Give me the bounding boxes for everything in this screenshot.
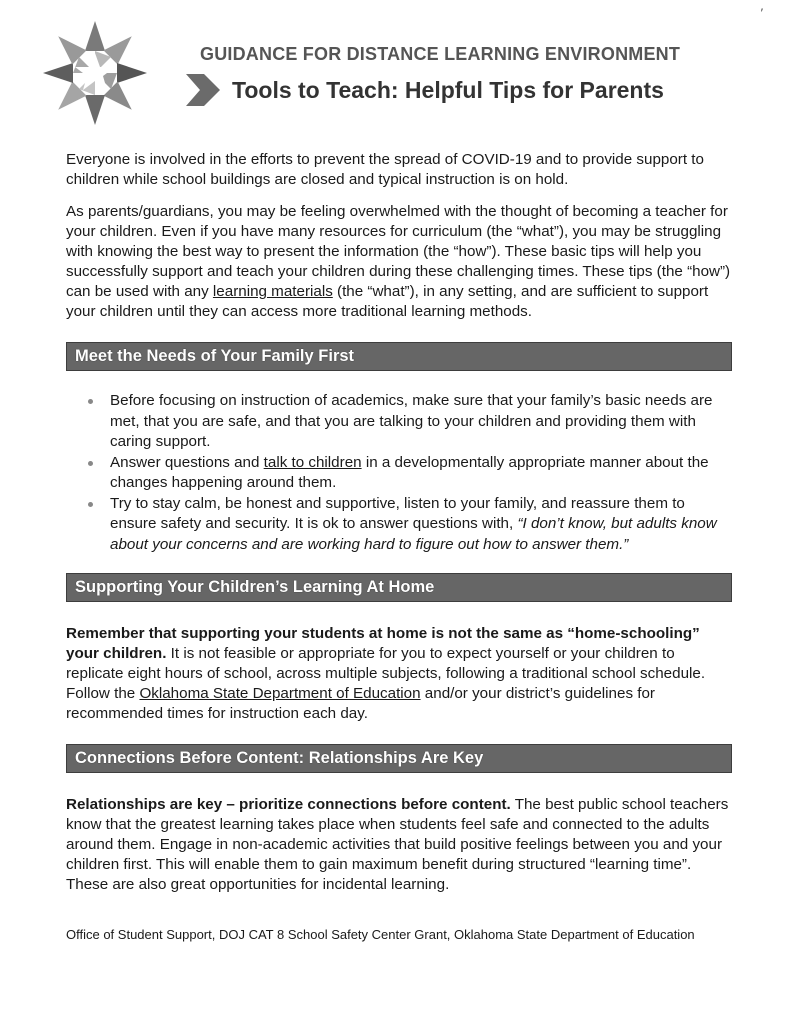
bullet-icon <box>88 399 93 404</box>
document-supertitle: GUIDANCE FOR DISTANCE LEARNING ENVIRONMENT <box>200 44 681 64</box>
list-item-text: Before focusing on instruction of academics, make sure that your family’s basic needs are met, that you are safe, and that you are talking to your children and providing them with caring support. <box>110 392 713 450</box>
learning-materials-link[interactable]: learning materials <box>212 283 333 300</box>
connections-text: The best public school teachers know that the greatest learning takes place when students feel safe and connected to the adults around them. Engage in non-academic activities that build positive feelings between you and your children first. This will enable them to gain maximum benefit during structured “learning time”. These are also great opportunities for incidental learning. <box>66 796 729 893</box>
star-logo-icon <box>40 18 150 128</box>
intro-paragraph-2 <box>66 202 732 322</box>
family-needs-list <box>66 391 732 555</box>
connections-lead: Relationships are key – prioritize connections before content. <box>66 796 511 813</box>
section-heading-learning-at-home: Supporting Your Children’s Learning At Home <box>66 573 732 602</box>
chevron-right-icon <box>186 74 220 106</box>
list-item <box>66 453 732 494</box>
intro-text-before-link: As parents/guardians, you may be feeling overwhelmed with the thought of becoming a teacher for your children. Even if you have many resources for curriculum (the “what”), you may be struggling with knowing the best way to present the information (the “how”). These basic tips will help you successfully support and teach your children during these challenging times. These tips (the “how”) can be used with any <box>66 203 731 300</box>
learning-at-home-lead: Remember that supporting your students at home is not the same as “home-schooling” your children. <box>66 625 700 662</box>
intro-text-after-link: (the “what”), in any setting, and are sufficient to support your children until they can access more traditional learning methods. <box>66 283 709 320</box>
bullet-icon <box>88 461 93 466</box>
list-item-text: Answer questions and <box>110 453 264 471</box>
document-body <box>66 150 732 915</box>
list-item-text: Try to stay calm, be honest and supportive, listen to your family, and reassure them to ensure safety and security. It is ok to answer questions with, <box>110 494 685 532</box>
learning-at-home-text-end: and/or your district’s guidelines for recommended times for instruction each day. <box>66 685 655 722</box>
talk-to-children-link[interactable]: talk to children <box>263 453 362 471</box>
intro-paragraph-1: Everyone is involved in the efforts to prevent the spread of COVID-19 and to provide support to children while school buildings are closed and typical instruction is on hold. <box>66 151 704 188</box>
learning-at-home-text: It is not feasible or appropriate for you to expect yourself or your children to replicate eight hours of school, across multiple subjects, following a traditional school schedule. Follow the <box>66 645 706 702</box>
scan-mark: ′ <box>760 6 763 20</box>
document-header <box>200 44 760 103</box>
title-row <box>186 74 664 106</box>
section-heading-connections: Connections Before Content: Relationships Are Key <box>66 744 732 773</box>
osde-link[interactable]: Oklahoma State Department of Education <box>139 685 421 702</box>
bullet-icon <box>88 502 93 507</box>
document-title: Tools to Teach: Helpful Tips for Parents <box>232 76 664 103</box>
learning-at-home-paragraph <box>66 624 732 724</box>
section-heading-family-needs: Meet the Needs of Your Family First <box>66 342 732 371</box>
connections-paragraph <box>66 795 732 895</box>
list-item-text: in a developmentally appropriate manner about the changes happening around them. <box>110 453 709 491</box>
list-item <box>66 391 732 453</box>
document-footer: Office of Student Support, DOJ CAT 8 School Safety Center Grant, Oklahoma State Department of Education <box>66 927 695 942</box>
list-item <box>66 494 732 556</box>
example-answer-quote: “I don’t know, but adults know about your concerns and are working hard to figure out how to answer them.” <box>110 515 717 553</box>
